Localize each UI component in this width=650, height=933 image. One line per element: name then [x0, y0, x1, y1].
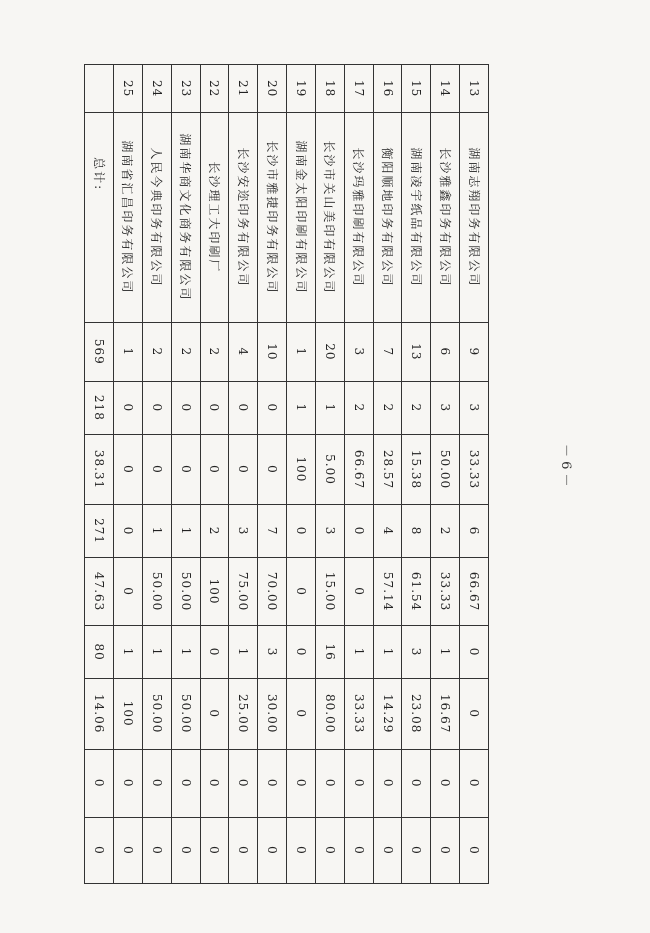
cell-value: 0	[402, 817, 431, 883]
total-value: 0	[85, 749, 114, 817]
cell-value: 0	[142, 817, 171, 883]
cell-value: 50.00	[142, 557, 171, 625]
cell-value: 80.00	[315, 678, 344, 749]
row-number: 19	[287, 65, 316, 113]
cell-value: 1	[114, 626, 143, 679]
cell-value: 61.54	[402, 557, 431, 625]
total-value: 47.63	[85, 557, 114, 625]
cell-value: 3	[258, 626, 287, 679]
cell-value: 0	[460, 817, 489, 883]
cell-value: 0	[258, 434, 287, 505]
cell-value: 0	[114, 749, 143, 817]
cell-value: 0	[171, 434, 200, 505]
table-row	[460, 65, 489, 884]
cell-value: 3	[315, 505, 344, 558]
table-row	[431, 65, 460, 884]
cell-value: 6	[460, 505, 489, 558]
cell-value: 66.67	[460, 557, 489, 625]
cell-value: 1	[142, 505, 171, 558]
table-row	[142, 65, 171, 884]
total-value: 218	[85, 382, 114, 435]
cell-value: 0	[142, 434, 171, 505]
table-row	[402, 65, 431, 884]
cell-value: 9	[460, 322, 489, 381]
cell-value: 0	[200, 382, 229, 435]
cell-value: 1	[315, 382, 344, 435]
company-name: 人民今典印务有限公司	[142, 113, 171, 323]
table-row	[344, 65, 373, 884]
company-name: 长沙安迩印务有限公司	[229, 113, 258, 323]
row-number: 13	[460, 65, 489, 113]
cell-value: 0	[287, 626, 316, 679]
cell-value: 14.29	[373, 678, 402, 749]
cell-value: 0	[344, 505, 373, 558]
total-value: 271	[85, 505, 114, 558]
table-row	[287, 65, 316, 884]
cell-value: 0	[287, 505, 316, 558]
cell-value: 3	[431, 382, 460, 435]
cell-value: 28.57	[373, 434, 402, 505]
cell-value: 0	[171, 382, 200, 435]
company-name: 长沙市雅捷印务有限公司	[258, 113, 287, 323]
cell-value: 0	[431, 749, 460, 817]
cell-value: 0	[460, 678, 489, 749]
cell-value: 0	[114, 382, 143, 435]
table-row	[258, 65, 287, 884]
total-row	[85, 65, 114, 884]
cell-value: 6	[431, 322, 460, 381]
company-name: 湖南志翔印务有限公司	[460, 113, 489, 323]
cell-value: 0	[460, 749, 489, 817]
cell-value: 0	[373, 817, 402, 883]
total-value: 14.06	[85, 678, 114, 749]
table-row	[200, 65, 229, 884]
row-number: 18	[315, 65, 344, 113]
cell-value: 50.00	[171, 678, 200, 749]
cell-value: 100	[200, 557, 229, 625]
row-number: 16	[373, 65, 402, 113]
statistics-table	[84, 64, 489, 884]
company-name: 长沙市关山美印有限公司	[315, 113, 344, 323]
total-value: 80	[85, 626, 114, 679]
total-row-number-cell	[85, 65, 114, 113]
company-name: 长沙雅鑫印务有限公司	[431, 113, 460, 323]
cell-value: 1	[171, 505, 200, 558]
cell-value: 0	[171, 817, 200, 883]
cell-value: 0	[344, 817, 373, 883]
cell-value: 0	[258, 749, 287, 817]
cell-value: 33.33	[344, 678, 373, 749]
cell-value: 50.00	[171, 557, 200, 625]
row-number: 15	[402, 65, 431, 113]
row-number: 24	[142, 65, 171, 113]
cell-value: 16.67	[431, 678, 460, 749]
table-row	[373, 65, 402, 884]
row-number: 22	[200, 65, 229, 113]
cell-value: 0	[114, 557, 143, 625]
company-name: 湖南华商文化商务有限公司	[171, 113, 200, 323]
cell-value: 1	[373, 626, 402, 679]
cell-value: 0	[200, 817, 229, 883]
cell-value: 2	[373, 382, 402, 435]
cell-value: 0	[200, 626, 229, 679]
cell-value: 1	[229, 626, 258, 679]
cell-value: 4	[373, 505, 402, 558]
company-name: 湖南金太阳印刷有限公司	[287, 113, 316, 323]
cell-value: 0	[287, 749, 316, 817]
cell-value: 2	[431, 505, 460, 558]
cell-value: 1	[287, 382, 316, 435]
cell-value: 0	[344, 557, 373, 625]
cell-value: 15.00	[315, 557, 344, 625]
cell-value: 23.08	[402, 678, 431, 749]
cell-value: 5.00	[315, 434, 344, 505]
cell-value: 1	[287, 322, 316, 381]
company-name: 衡阳顺地印务有限公司	[373, 113, 402, 323]
cell-value: 0	[460, 626, 489, 679]
cell-value: 1	[114, 322, 143, 381]
cell-value: 100	[287, 434, 316, 505]
cell-value: 1	[171, 626, 200, 679]
cell-value: 0	[200, 749, 229, 817]
table-row	[171, 65, 200, 884]
cell-value: 100	[114, 678, 143, 749]
total-value: 569	[85, 322, 114, 381]
cell-value: 25.00	[229, 678, 258, 749]
row-number: 17	[344, 65, 373, 113]
cell-value: 0	[287, 678, 316, 749]
cell-value: 3	[402, 626, 431, 679]
cell-value: 0	[200, 678, 229, 749]
cell-value: 0	[373, 749, 402, 817]
cell-value: 0	[142, 749, 171, 817]
cell-value: 16	[315, 626, 344, 679]
cell-value: 30.00	[258, 678, 287, 749]
cell-value: 2	[200, 322, 229, 381]
cell-value: 2	[200, 505, 229, 558]
cell-value: 0	[171, 749, 200, 817]
cell-value: 3	[229, 505, 258, 558]
total-label: 总计:	[85, 113, 114, 323]
cell-value: 50.00	[431, 434, 460, 505]
total-value: 0	[85, 817, 114, 883]
cell-value: 2	[142, 322, 171, 381]
cell-value: 0	[287, 557, 316, 625]
cell-value: 13	[402, 322, 431, 381]
cell-value: 4	[229, 322, 258, 381]
cell-value: 0	[114, 817, 143, 883]
row-number: 25	[114, 65, 143, 113]
cell-value: 0	[315, 817, 344, 883]
cell-value: 0	[229, 749, 258, 817]
cell-value: 3	[344, 322, 373, 381]
cell-value: 0	[229, 434, 258, 505]
cell-value: 1	[344, 626, 373, 679]
cell-value: 8	[402, 505, 431, 558]
cell-value: 20	[315, 322, 344, 381]
cell-value: 2	[344, 382, 373, 435]
cell-value: 33.33	[431, 557, 460, 625]
cell-value: 70.00	[258, 557, 287, 625]
cell-value: 0	[142, 382, 171, 435]
company-name: 长沙玛雅印刷有限公司	[344, 113, 373, 323]
cell-value: 2	[402, 382, 431, 435]
cell-value: 0	[114, 434, 143, 505]
table-row	[114, 65, 143, 884]
cell-value: 75.00	[229, 557, 258, 625]
cell-value: 0	[200, 434, 229, 505]
cell-value: 15.38	[402, 434, 431, 505]
cell-value: 0	[315, 749, 344, 817]
company-name: 湖南省汇昌印务有限公司	[114, 113, 143, 323]
cell-value: 0	[287, 817, 316, 883]
cell-value: 1	[142, 626, 171, 679]
row-number: 21	[229, 65, 258, 113]
cell-value: 0	[402, 749, 431, 817]
company-name: 长沙理工大印刷厂	[200, 113, 229, 323]
cell-value: 0	[229, 817, 258, 883]
cell-value: 10	[258, 322, 287, 381]
cell-value: 0	[258, 382, 287, 435]
cell-value: 50.00	[142, 678, 171, 749]
table-row	[315, 65, 344, 884]
table-row	[229, 65, 258, 884]
rotated-table	[84, 64, 489, 884]
page-number: － 6 －	[558, 443, 573, 487]
row-number: 14	[431, 65, 460, 113]
cell-value: 66.67	[344, 434, 373, 505]
cell-value: 2	[171, 322, 200, 381]
cell-value: 7	[258, 505, 287, 558]
row-number: 20	[258, 65, 287, 113]
total-value: 38.31	[85, 434, 114, 505]
cell-value: 0	[431, 817, 460, 883]
cell-value: 0	[258, 817, 287, 883]
cell-value: 0	[229, 382, 258, 435]
row-number: 23	[171, 65, 200, 113]
cell-value: 7	[373, 322, 402, 381]
cell-value: 0	[344, 749, 373, 817]
cell-value: 1	[431, 626, 460, 679]
table-container	[84, 64, 489, 884]
cell-value: 3	[460, 382, 489, 435]
cell-value: 57.14	[373, 557, 402, 625]
cell-value: 0	[114, 505, 143, 558]
company-name: 湖南凌宇纸品有限公司	[402, 113, 431, 323]
cell-value: 33.33	[460, 434, 489, 505]
